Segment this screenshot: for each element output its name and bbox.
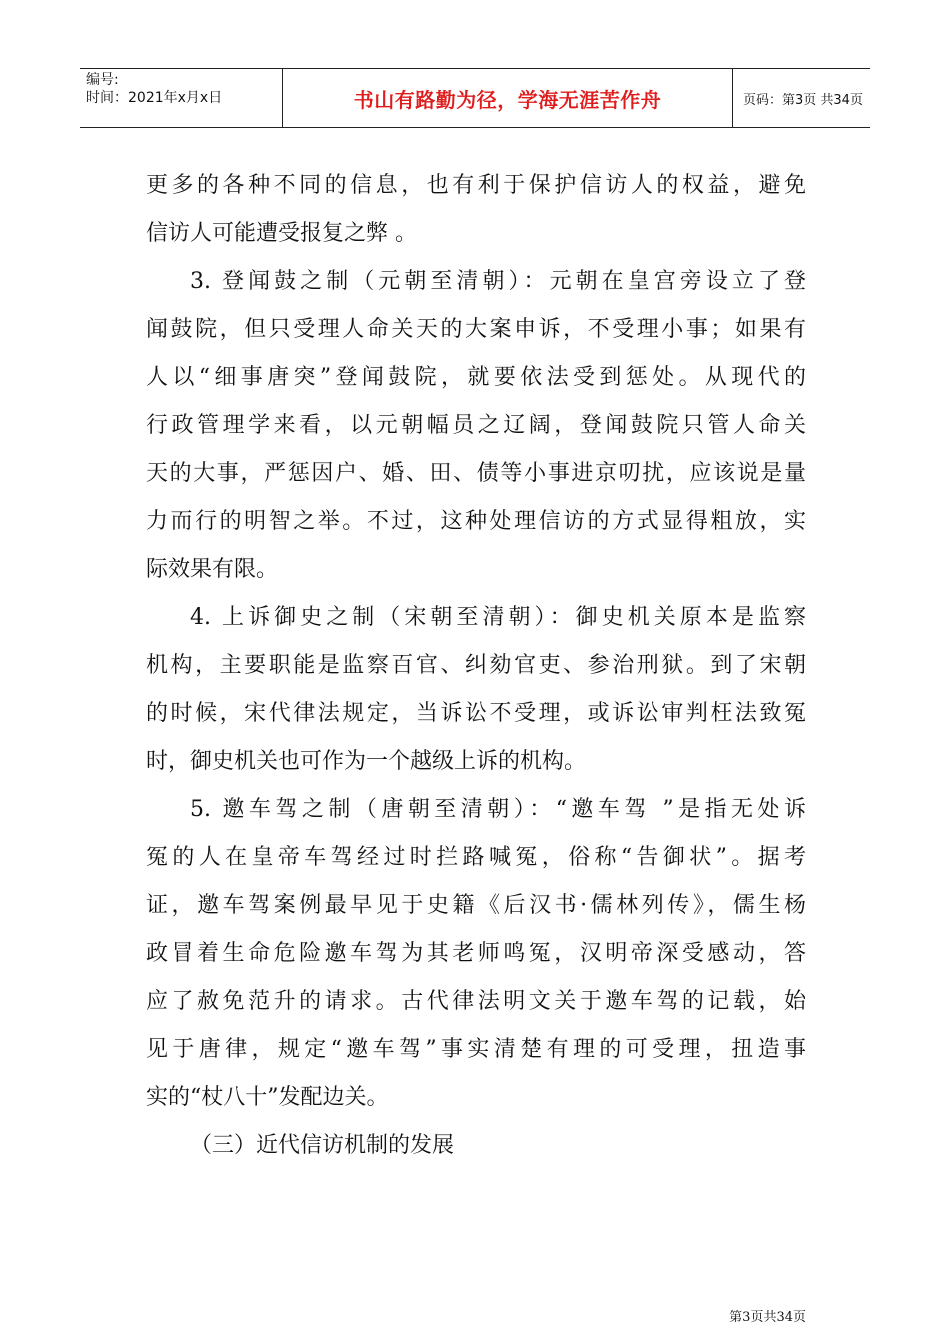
text-line: 闻鼓院，但只受理人命关天的大案申诉，不受理小事；如果有 xyxy=(146,317,806,342)
page-footer: 第3页共34页 xyxy=(729,1310,806,1325)
text-line: 见于唐律，规定“邀车驾”事实清楚有理的可受理，扭造事 xyxy=(146,1037,806,1062)
page-header xyxy=(80,68,870,128)
document-number-label: 编号: xyxy=(86,72,119,88)
text-line: 行政管理学来看，以元朝幅员之辽阔，登闻鼓院只管人命关 xyxy=(146,413,806,438)
document-time-label: 时间：2021年x月x日 xyxy=(86,90,223,106)
header-motto: 书山有路勤为径，学海无涯苦作舟 xyxy=(353,87,662,112)
header-page-label: 页码：第3页 共34页 xyxy=(743,92,863,108)
text-line: 力而行的明智之举。不过，这种处理信访的方式显得粗放，实 xyxy=(146,509,806,534)
header-meta xyxy=(80,69,283,127)
text-line: 应了赦免范升的请求。古代律法明文关于邀车驾的记载，始 xyxy=(146,989,806,1014)
text-line: 证，邀车驾案例最早见于史籍《后汉书·儒林列传》，儒生杨 xyxy=(146,893,806,918)
text-line: 实的“杖八十”发配边关。 xyxy=(146,1085,389,1110)
text-line: 时，御史机关也可作为一个越级上诉的机构。 xyxy=(146,749,587,774)
text-line: 4. 上诉御史之制（宋朝至清朝）：御史机关原本是监察 xyxy=(190,605,806,630)
text-line: 人以“细事唐突”登闻鼓院，就要依法受到惩处。从现代的 xyxy=(146,365,806,390)
text-line: 天的大事，严惩因户、婚、田、债等小事进京叨扰，应该说是量 xyxy=(146,461,806,486)
text-line: 的时候，宋代律法规定，当诉讼不受理，或诉讼审判枉法致冤 xyxy=(146,701,806,726)
header-motto-cell xyxy=(283,69,733,127)
text-line: 冤的人在皇帝车驾经过时拦路喊冤，俗称“告御状”。据考 xyxy=(146,845,806,870)
text-line: 5. 邀车驾之制（唐朝至清朝）：“邀车驾 ”是指无处诉 xyxy=(190,797,806,822)
text-line: 信访人可能遭受报复之弊 。 xyxy=(146,221,417,246)
text-line: 际效果有限。 xyxy=(146,557,279,582)
text-line: 更多的各种不同的信息，也有利于保护信访人的权益，避免 xyxy=(146,173,806,198)
text-line: （三）近代信访机制的发展 xyxy=(190,1133,455,1158)
text-line: 政冒着生命危险邀车驾为其老师鸣冤，汉明帝深受感动，答 xyxy=(146,941,806,966)
document-body xyxy=(146,162,806,1170)
header-page-cell xyxy=(733,69,870,127)
text-line: 机构，主要职能是监察百官、纠劾官吏、参治刑狱。到了宋朝 xyxy=(146,653,806,678)
text-line: 3. 登闻鼓之制（元朝至清朝）：元朝在皇宫旁设立了登 xyxy=(190,269,806,294)
